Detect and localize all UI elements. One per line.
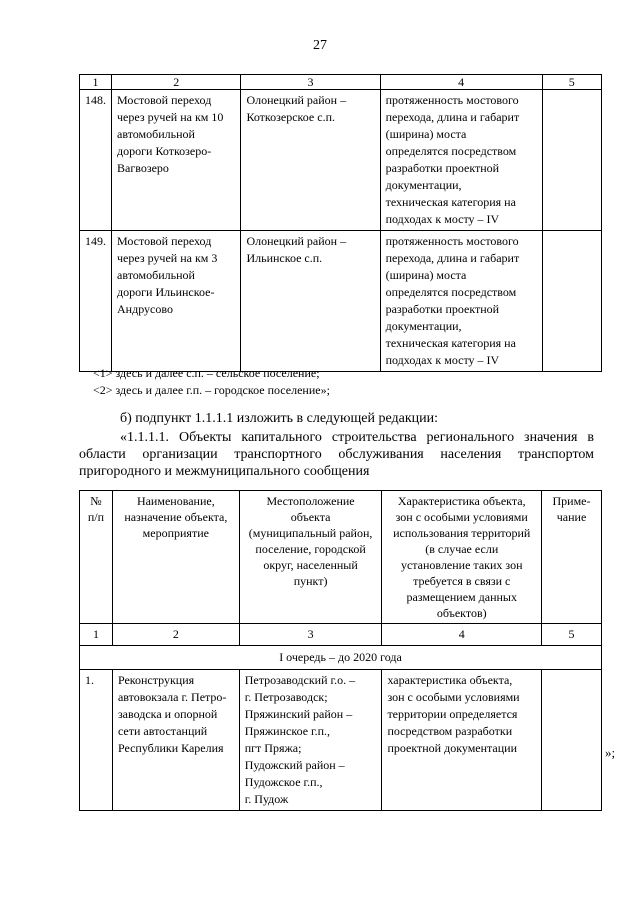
row-number: 149.	[80, 231, 112, 372]
col-number: 2	[112, 624, 239, 646]
stage-row	[80, 646, 602, 670]
object-location: Петрозаводский г.о. – г. Петрозаводск; Пряжинский район – Пряжинское г.п., пгт Пряжа; Пудожский район – Пудожское г.п., г. Пудож	[239, 670, 382, 811]
col-number: 5	[542, 75, 601, 90]
object-characteristic: протяженность мостового перехода, длина и габарит (ширина) моста определятся посредством разработки проектной документации, техническая категория на подходах к мосту – IV	[380, 90, 542, 231]
object-location: Олонецкий район – Ильинское с.п.	[241, 231, 380, 372]
object-note	[542, 231, 601, 372]
row-number: 1.	[80, 670, 113, 811]
quote-line-2: области организации транспортного обслуживания населения транспортом	[79, 447, 594, 462]
col-number: 2	[112, 75, 241, 90]
object-characteristic: протяженность мостового перехода, длина и габарит (ширина) моста определятся посредством разработки проектной документации, техническая категория на подходах к мосту – IV	[380, 231, 542, 372]
footnote-1: <1> здесь и далее с.п. – сельское поселение;	[93, 366, 320, 380]
table-row	[80, 90, 602, 231]
object-name: Мостовой переход через ручей на км 10 автомобильной дороги Коткозеро- Вагвозеро	[112, 90, 241, 231]
instruction-text: б) подпункт 1.1.1.1 изложить в следующей редакции:	[120, 411, 438, 426]
object-characteristic: характеристика объекта, зон с особыми условиями территории определяется посредством разработки проектной документации	[382, 670, 542, 811]
object-note	[542, 90, 601, 231]
object-name: Реконструкция автовокзала г. Петро- заводска и опорной сети автостанций Республики Карелия	[112, 670, 239, 811]
page-number: 27	[313, 38, 327, 53]
stage-label: I очередь – до 2020 года	[80, 646, 602, 670]
quote-line-3: пригородного и межмуниципального сообщения	[79, 464, 370, 479]
header-location: Местоположение объекта (муниципальный район, поселение, городской округ, населенный пункт)	[239, 491, 382, 624]
header-name: Наименование, назначение объекта, мероприятие	[112, 491, 239, 624]
header-note: Приме- чание	[542, 491, 602, 624]
col-number: 3	[241, 75, 380, 90]
col-number: 1	[80, 624, 113, 646]
quote-line-1: «1.1.1.1. Объекты капитального строительства регионального значения в	[120, 430, 594, 445]
col-number: 3	[239, 624, 382, 646]
col-number: 1	[80, 75, 112, 90]
col-number: 5	[542, 624, 602, 646]
column-number-row	[80, 75, 602, 90]
object-name: Мостовой переход через ручей на км 3 автомобильной дороги Ильинское- Андрусово	[112, 231, 241, 372]
regional-objects-table	[79, 490, 602, 811]
header-row	[80, 491, 602, 624]
closing-quote-mark: »;	[605, 745, 616, 760]
column-number-row	[80, 624, 602, 646]
objects-table-continuation	[79, 74, 602, 372]
header-characteristic: Характеристика объекта, зон с особыми условиями использования территорий (в случае если установление таких зон требуется в связи с размещением данных объектов)	[382, 491, 542, 624]
table-row	[80, 670, 602, 811]
object-note	[542, 670, 602, 811]
header-num: № п/п	[80, 491, 113, 624]
footnote-2: <2> здесь и далее г.п. – городское поселение»;	[93, 383, 330, 397]
object-location: Олонецкий район – Коткозерское с.п.	[241, 90, 380, 231]
table-row	[80, 231, 602, 372]
row-number: 148.	[80, 90, 112, 231]
col-number: 4	[380, 75, 542, 90]
col-number: 4	[382, 624, 542, 646]
